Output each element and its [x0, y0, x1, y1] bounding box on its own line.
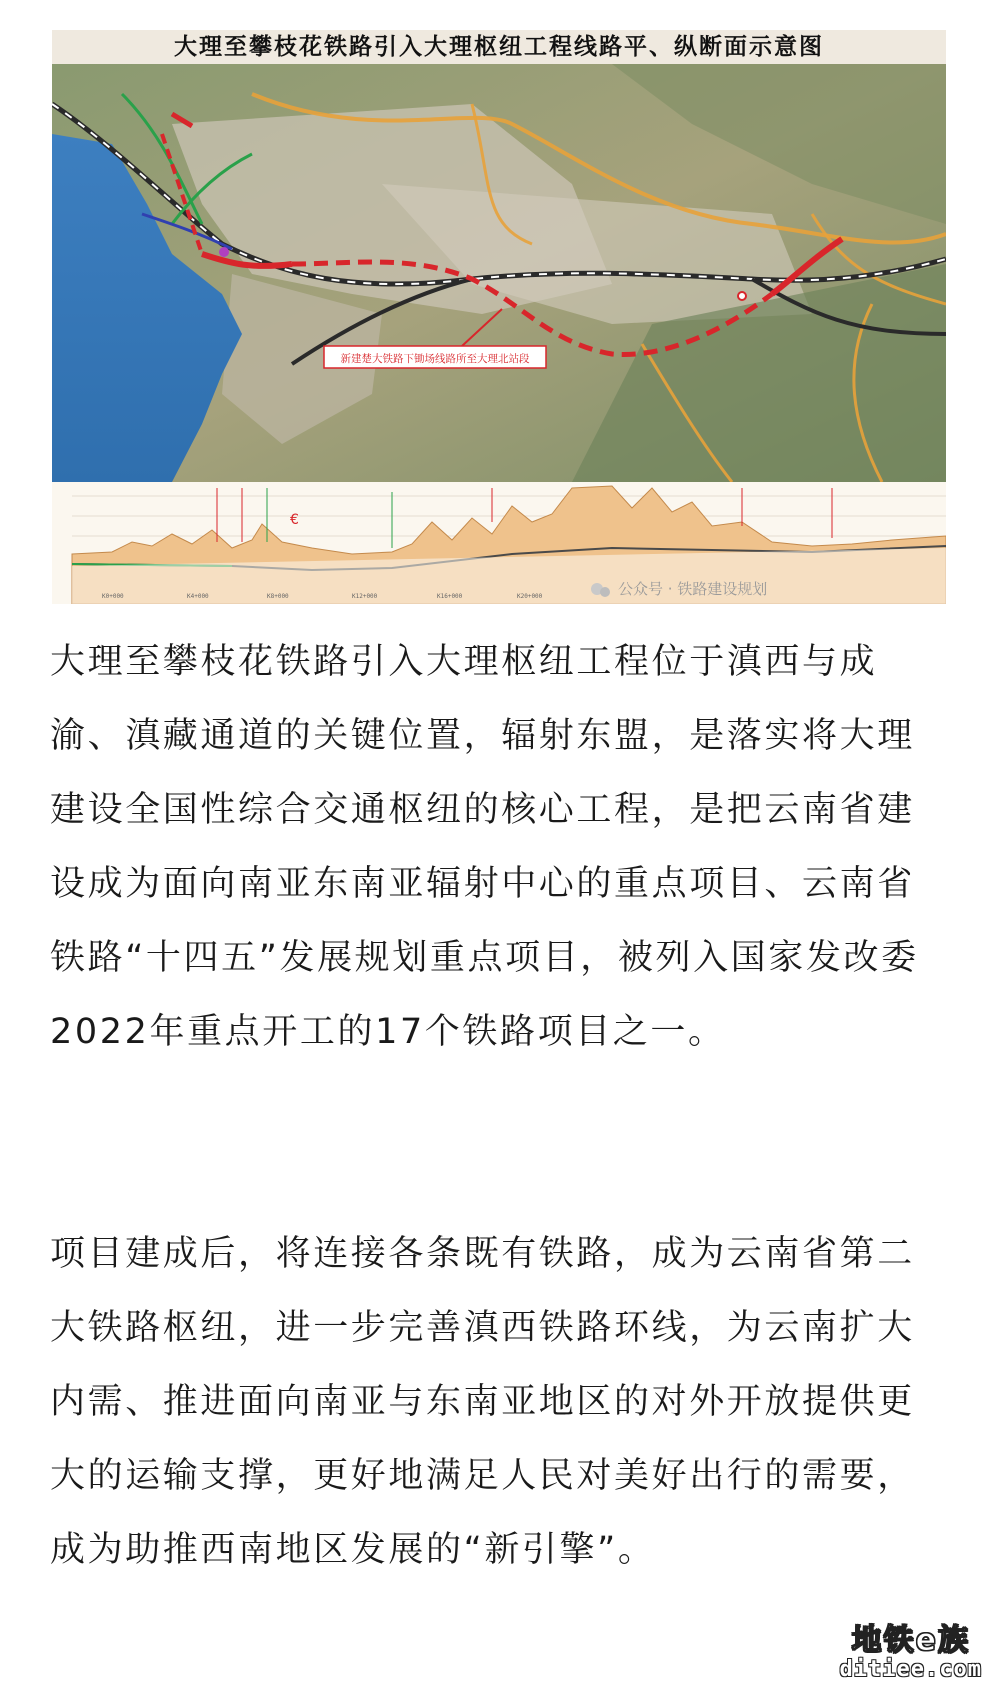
figure-title: 大理至攀枝花铁路引入大理枢纽工程线路平、纵断面示意图 — [52, 30, 946, 64]
watermark-name: 地铁e族 — [851, 1623, 970, 1658]
route-figure[interactable] — [52, 30, 946, 604]
map-route-label: 新建楚大铁路下锄场线路所至大理北站段 — [340, 353, 530, 365]
figure-credit: 公众号 · 铁路建设规划 — [618, 580, 768, 598]
svg-text:K4+000: K4+000 — [187, 593, 209, 600]
watermark-url: ditiee.com — [839, 1657, 982, 1682]
article-paragraph-2: 项目建成后，将连接各条既有铁路，成为云南省第二大铁路枢纽，进一步完善滇西铁路环线，为云南扩大内需、推进面向南亚与东南亚地区的对外开放提供更大的运输支撑，更好地满足人民对美好出行的需要，成为助推西南地区发展的“新引擎”。 — [50, 1234, 915, 1570]
svg-text:K8+000: K8+000 — [267, 593, 289, 600]
svg-text:€: € — [290, 512, 299, 528]
longitudinal-profile — [52, 482, 946, 604]
site-watermark — [840, 1615, 982, 1682]
svg-text:K0+000: K0+000 — [102, 593, 124, 600]
svg-text:K12+000: K12+000 — [352, 593, 378, 600]
satellite-map — [52, 64, 946, 482]
svg-text:K20+000: K20+000 — [517, 593, 543, 600]
svg-text:K16+000: K16+000 — [437, 593, 463, 600]
article-paragraph-1: 大理至攀枝花铁路引入大理枢纽工程位于滇西与成渝、滇藏通道的关键位置，辐射东盟，是落实将大理建设全国性综合交通枢纽的核心工程，是把云南省建设成为面向南亚东南亚辐射中心的重点项目、云南省铁路“十四五”发展规划重点项目，被列入国家发改委2022年重点开工的17个铁路项目之一。 — [50, 642, 919, 1052]
